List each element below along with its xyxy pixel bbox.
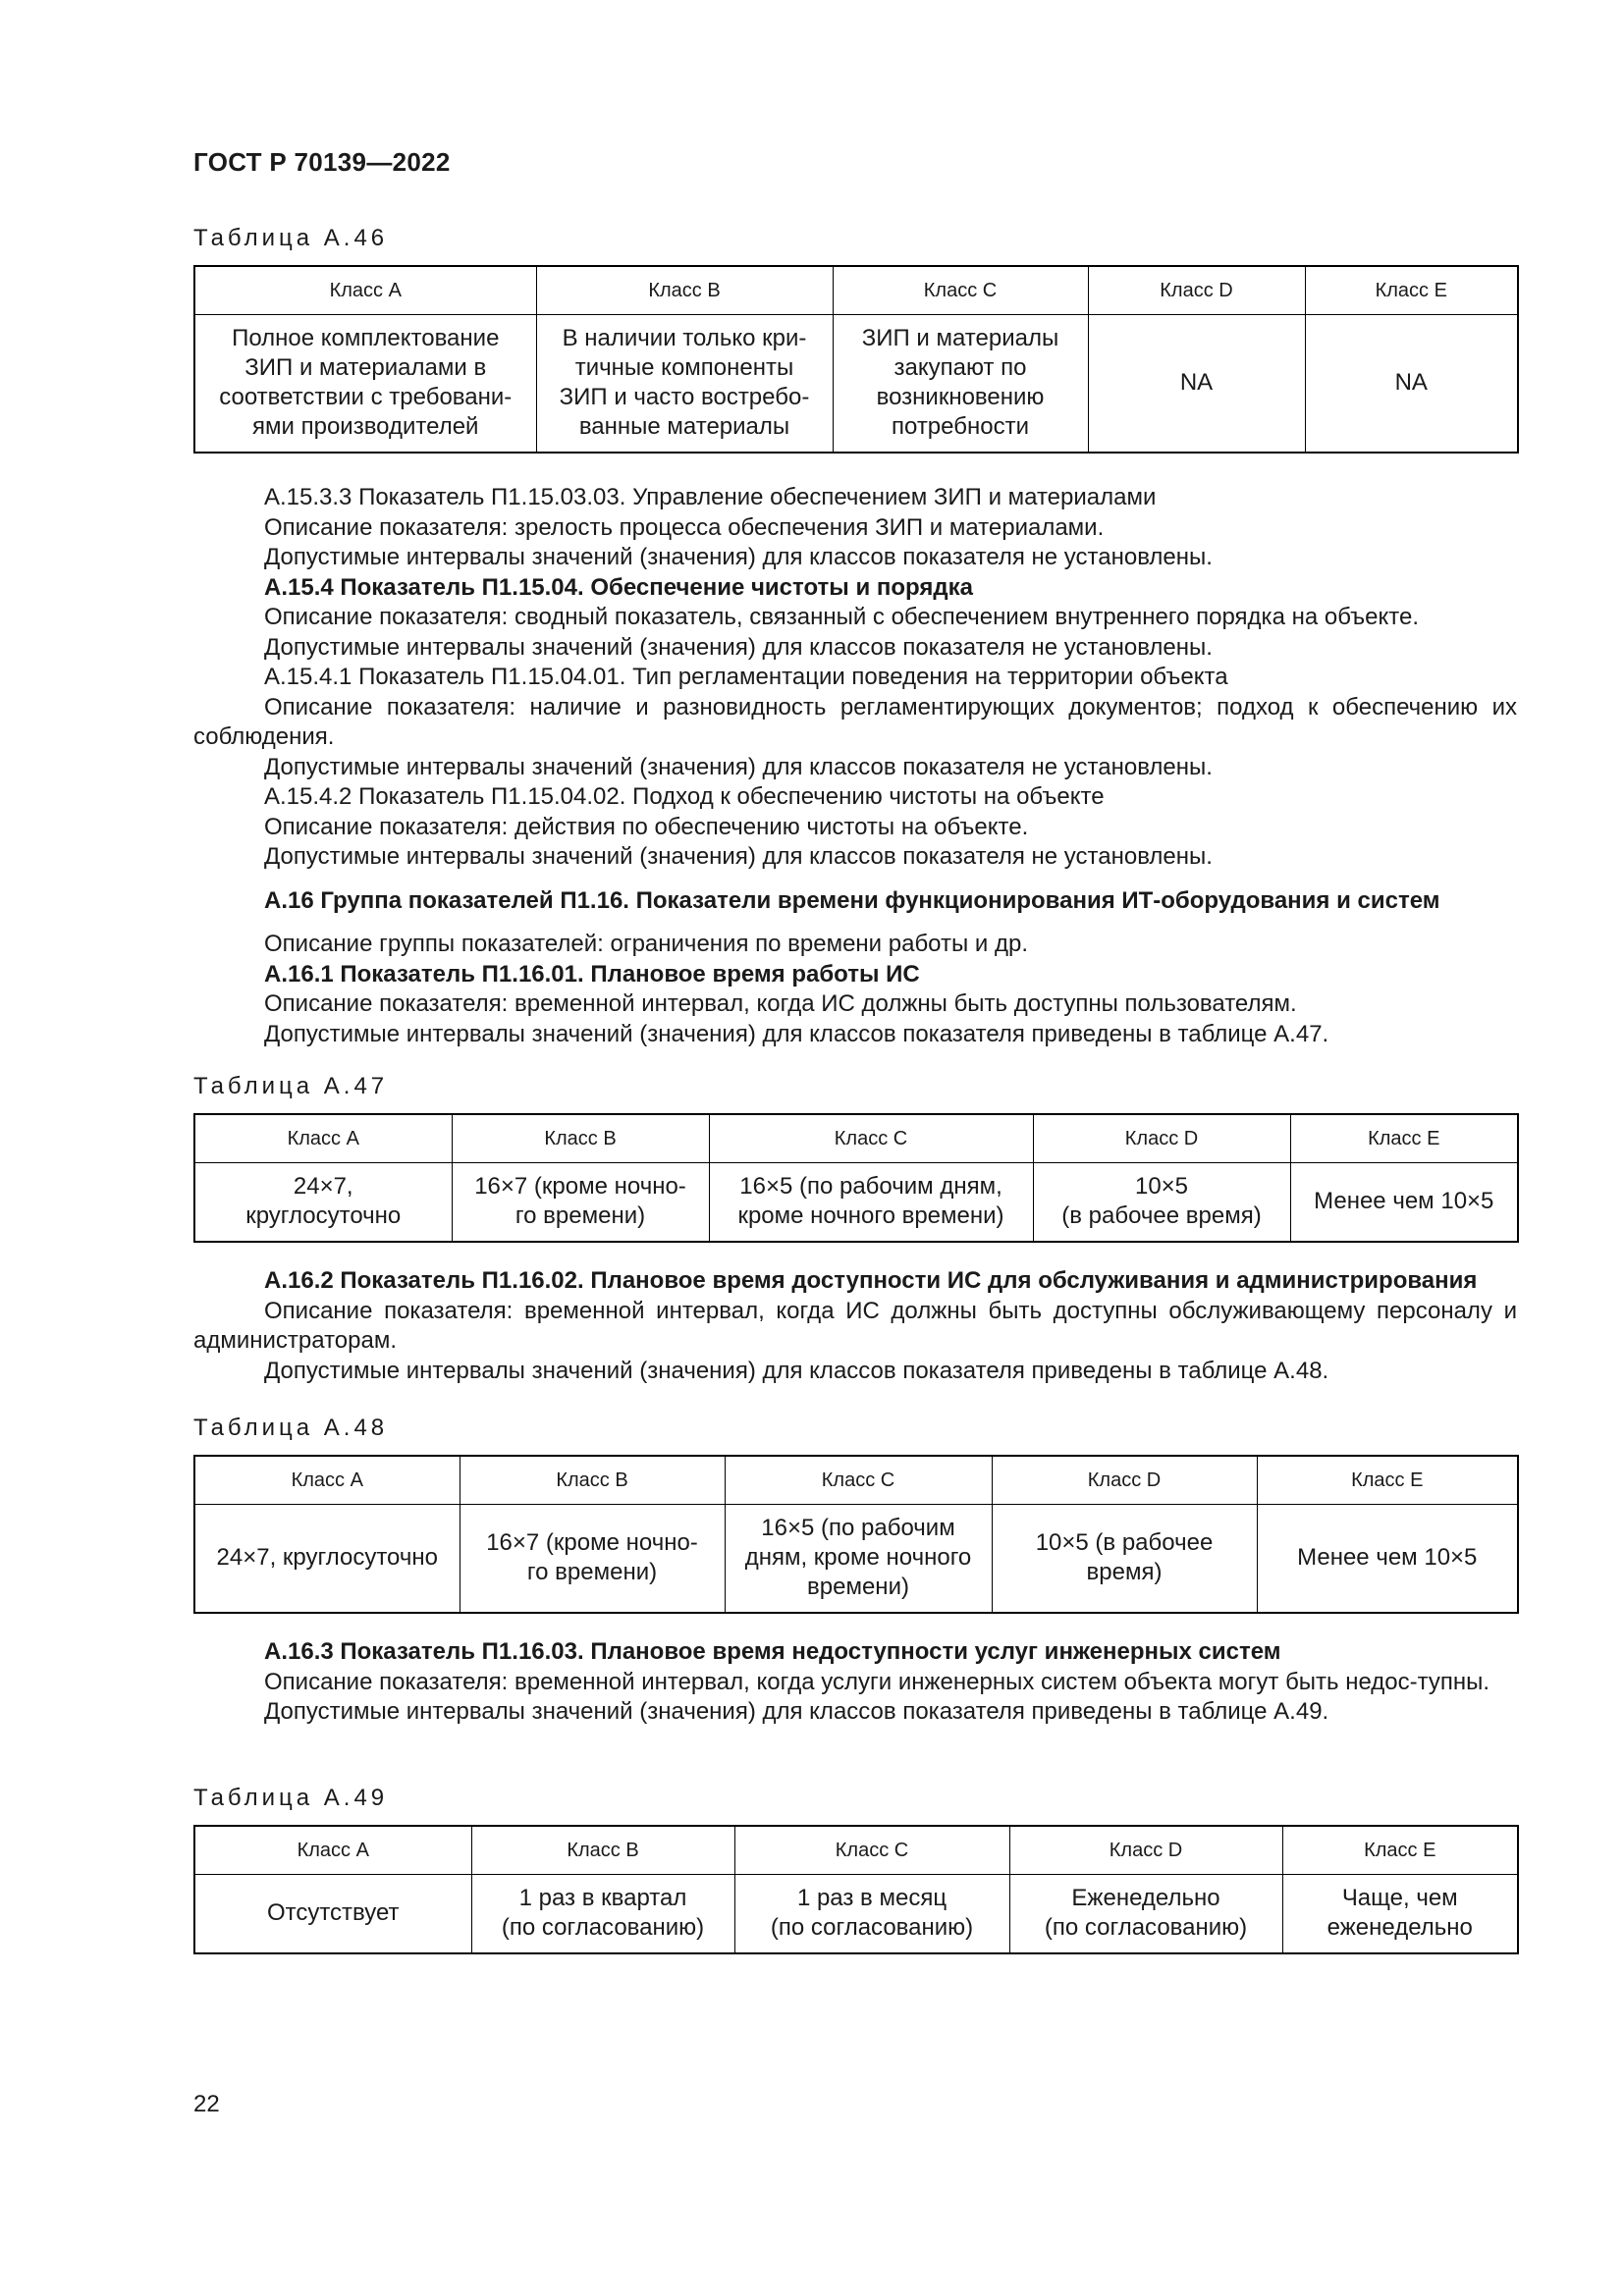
table-row [194, 1875, 1518, 1953]
table-header-row [194, 1456, 1518, 1505]
paragraph: Описание показателя: временной интервал, когда ИС должны быть доступны пользователям. [264, 990, 1297, 1017]
header-class-d: Класс D [1088, 266, 1305, 315]
table-row [194, 1505, 1518, 1613]
paragraph: Допустимые интервалы значений (значения) для классов показателя приведены в таблице А.49. [264, 1698, 1329, 1725]
header-class-b: Класс B [471, 1826, 734, 1875]
cell-class-a: Отсутствует [194, 1875, 471, 1953]
header-class-b: Класс B [452, 1114, 709, 1163]
table-a46-block [193, 224, 1517, 454]
table-row [194, 1163, 1518, 1242]
paragraph: Описание группы показателей: ограничения по времени работы и др. [264, 931, 1029, 957]
table-a49-block [193, 1784, 1517, 1954]
cell-class-b: 1 раз в квартал (по согласованию) [471, 1875, 734, 1953]
table-a47 [193, 1113, 1519, 1243]
header-class-e: Класс E [1257, 1456, 1518, 1505]
cell-class-b: 16×7 (кроме ночно- го времени) [452, 1163, 709, 1242]
header-class-a: Класс A [194, 1114, 452, 1163]
table-caption: Таблица А.46 [193, 225, 389, 251]
paragraph: Описание показателя: сводный показатель, связанный с обеспечением внутреннего порядка на объекте. [264, 604, 1419, 630]
cell-class-d: Еженедельно (по согласованию) [1009, 1875, 1282, 1953]
standard-designation: ГОСТ Р 70139—2022 [193, 147, 451, 177]
header-class-a: Класс A [194, 266, 536, 315]
section-heading: А.15.4 Показатель П1.15.04. Обеспечение чистоты и порядка [264, 573, 973, 601]
section-heading: А.16.3 Показатель П1.16.03. Плановое время недоступности услуг инженерных систем [264, 1638, 1281, 1665]
cell-class-b: В наличии только кри- тичные компоненты ЗИП и часто востребо- ванные материалы [536, 315, 833, 453]
table-caption: Таблица А.48 [193, 1415, 389, 1441]
header-class-c: Класс C [725, 1456, 992, 1505]
cell-class-c: ЗИП и материалы закупают по возникновению потребности [833, 315, 1088, 453]
paragraph: Допустимые интервалы значений (значения) для классов показателя не установлены. [264, 843, 1213, 870]
table-caption: Таблица А.49 [193, 1785, 389, 1811]
cell-class-d: NA [1088, 315, 1305, 453]
header-class-c: Класс C [833, 266, 1088, 315]
header-class-e: Класс E [1282, 1826, 1518, 1875]
header-class-c: Класс C [709, 1114, 1033, 1163]
paragraph: Описание показателя: зрелость процесса обеспечения ЗИП и материалами. [264, 513, 1105, 541]
section-a15-a16-1 [193, 483, 1517, 1049]
section-heading: А.16.1 Показатель П1.16.01. Плановое время работы ИС [264, 960, 920, 988]
header-class-e: Класс E [1305, 266, 1518, 315]
header-class-a: Класс A [194, 1456, 460, 1505]
cell-class-e: Чаще, чем еженедельно [1282, 1875, 1518, 1953]
section-a16-2 [193, 1266, 1517, 1386]
header-class-d: Класс D [992, 1456, 1257, 1505]
paragraph: Описание показателя: наличие и разновидность регламентирующих документов; подход к обеспечению их соблюдения. [193, 693, 1517, 750]
section-heading: А.16.2 Показатель П1.16.02. Плановое время доступности ИС для обслуживания и администрирования [264, 1267, 1478, 1294]
header-class-b: Класс B [536, 266, 833, 315]
table-row [194, 315, 1518, 453]
cell-class-e: Менее чем 10×5 [1257, 1505, 1518, 1613]
cell-class-e: NA [1305, 315, 1518, 453]
header-class-c: Класс C [734, 1826, 1009, 1875]
table-header-row [194, 266, 1518, 315]
paragraph: А.15.4.1 Показатель П1.15.04.01. Тип регламентации поведения на территории объекта [264, 664, 1228, 690]
paragraph: Описание показателя: действия по обеспечению чистоты на объекте. [264, 813, 1029, 840]
cell-class-d: 10×5 (в рабочее время) [1033, 1163, 1290, 1242]
cell-class-a: 24×7, круглосуточно [194, 1505, 460, 1613]
header-class-d: Класс D [1033, 1114, 1290, 1163]
table-caption: Таблица А.47 [193, 1073, 389, 1099]
paragraph: Описание показателя: временной интервал, когда ИС должны быть доступны обслуживающему персоналу и администраторам. [193, 1297, 1517, 1354]
table-a46 [193, 265, 1519, 454]
paragraph: Допустимые интервалы значений (значения) для классов показателя приведены в таблице А.48. [264, 1357, 1329, 1384]
table-a49 [193, 1825, 1519, 1954]
paragraph: Допустимые интервалы значений (значения) для классов показателя не установлены. [264, 633, 1213, 661]
table-header-row [194, 1826, 1518, 1875]
paragraph: Допустимые интервалы значений (значения) для классов показателя приведены в таблице А.47. [264, 1020, 1329, 1047]
cell-class-e: Менее чем 10×5 [1290, 1163, 1518, 1242]
cell-class-b: 16×7 (кроме ночно- го времени) [460, 1505, 725, 1613]
section-a16-3 [193, 1637, 1517, 1728]
cell-class-c: 1 раз в месяц (по согласованию) [734, 1875, 1009, 1953]
paragraph: А.15.4.2 Показатель П1.15.04.02. Подход к обеспечению чистоты на объекте [264, 783, 1105, 810]
paragraph: Допустимые интервалы значений (значения) для классов показателя не установлены. [264, 544, 1213, 570]
header-class-d: Класс D [1009, 1826, 1282, 1875]
table-a48 [193, 1455, 1519, 1614]
cell-class-a: Полное комплектование ЗИП и материалами в соответствии с требовани- ями производителей [194, 315, 536, 453]
header-class-b: Класс B [460, 1456, 725, 1505]
header-class-a: Класс A [194, 1826, 471, 1875]
table-header-row [194, 1114, 1518, 1163]
table-a48-block [193, 1414, 1517, 1614]
page-number: 22 [193, 2091, 220, 2117]
header-class-e: Класс E [1290, 1114, 1518, 1163]
paragraph: Допустимые интервалы значений (значения) для классов показателя не установлены. [264, 753, 1213, 780]
cell-class-c: 16×5 (по рабочим дням, кроме ночного времени) [725, 1505, 992, 1613]
cell-class-a: 24×7, круглосуточно [194, 1163, 452, 1242]
paragraph: А.15.3.3 Показатель П1.15.03.03. Управление обеспечением ЗИП и материалами [264, 484, 1157, 510]
table-a47-block [193, 1072, 1517, 1243]
cell-class-d: 10×5 (в рабочее время) [992, 1505, 1257, 1613]
cell-class-c: 16×5 (по рабочим дням, кроме ночного времени) [709, 1163, 1033, 1242]
paragraph: Описание показателя: временной интервал, когда услуги инженерных систем объекта могут быть недос-тупны. [264, 1668, 1490, 1695]
group-heading: А.16 Группа показателей П1.16. Показатели времени функционирования ИТ-оборудования и систем [264, 886, 1440, 914]
